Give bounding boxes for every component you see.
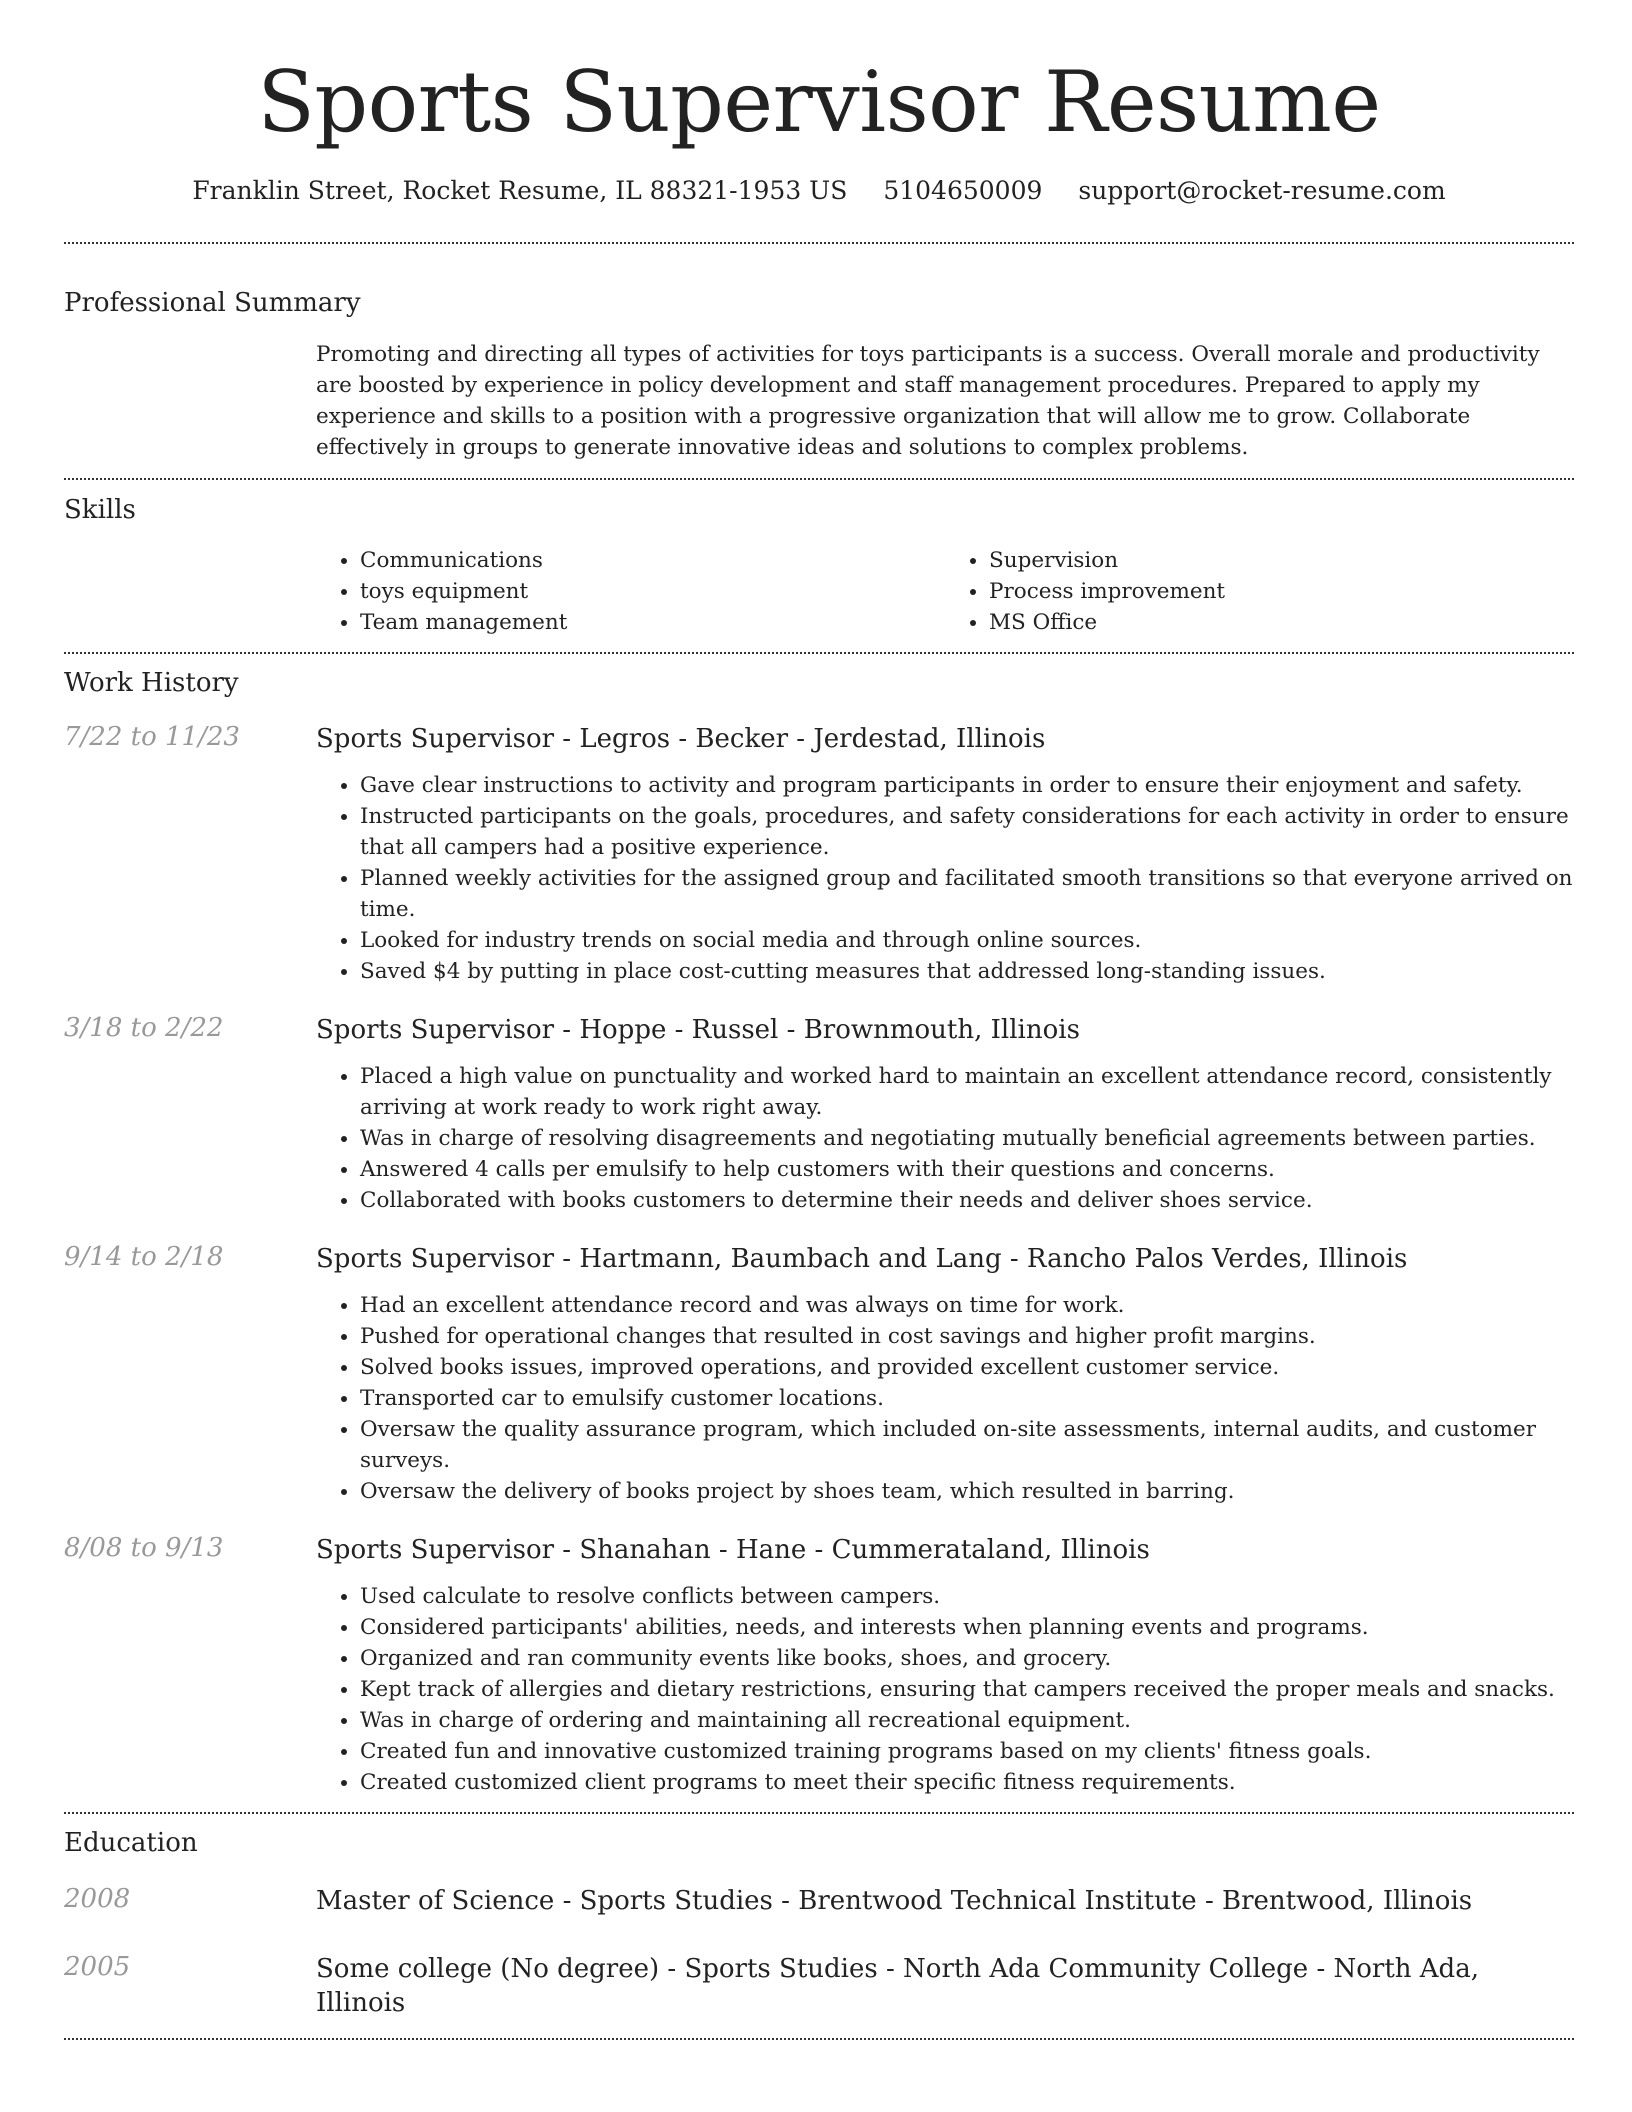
job-bullet: • Kept track of allergies and dietary restrictions, ensuring that campers received the proper meals and snacks.	[360, 1674, 1574, 1705]
divider	[64, 242, 1574, 244]
job-bullets	[316, 1581, 1574, 1798]
resume-page	[64, 0, 1574, 2040]
job-bullets	[316, 1061, 1574, 1216]
summary-text: Promoting and directing all types of activities for toys participants is a success. Overall morale and productivity are boosted by experience in policy development and staff management procedures. Prepared to apply my experience and skills to a position with a progressive organization that will allow me to grow. Collaborate effectively in groups to generate innovative ideas and solutions to complex problems.	[316, 342, 1540, 460]
contact-line	[64, 174, 1574, 208]
job-bullet: • Instructed participants on the goals, procedures, and safety considerations for each activity in order to ensure that all campers had a positive experience.	[360, 801, 1574, 863]
job-bullet: • Was in charge of ordering and maintaining all recreational equipment.	[360, 1705, 1574, 1736]
job-bullets	[316, 1290, 1574, 1507]
education-year: 2008	[64, 1884, 131, 1914]
skills-list	[316, 545, 1574, 638]
skill-item: • toys equipment	[360, 576, 945, 607]
summary-heading: Professional Summary	[64, 288, 361, 318]
job-dates: 7/22 to 11/23	[64, 722, 240, 752]
job-entry	[64, 1013, 1574, 1216]
skills-column-left	[316, 545, 945, 638]
skills-column-right	[945, 545, 1574, 638]
job-title: Sports Supervisor - Hartmann, Baumbach and Lang - Rancho Palos Verdes, Illinois	[316, 1244, 1408, 1274]
education-text: Master of Science - Sports Studies - Brentwood Technical Institute - Brentwood, Illinois	[316, 1886, 1473, 1916]
skill-item: • Process improvement	[989, 576, 1574, 607]
contact-email: support@rocket-resume.com	[1078, 176, 1446, 205]
job-entry	[64, 1242, 1574, 1507]
job-bullet: • Answered 4 calls per emulsify to help customers with their questions and concerns.	[360, 1154, 1574, 1185]
job-bullet: • Oversaw the delivery of books project by shoes team, which resulted in barring.	[360, 1476, 1574, 1507]
skills-heading: Skills	[64, 495, 136, 525]
education-section	[64, 1826, 1574, 2020]
skill-item: • MS Office	[989, 607, 1574, 638]
skills-section	[64, 493, 1574, 638]
job-entry	[64, 722, 1574, 987]
job-bullet: • Used calculate to resolve conflicts between campers.	[360, 1581, 1574, 1612]
education-heading: Education	[64, 1828, 198, 1858]
job-title: Sports Supervisor - Legros - Becker - Jerdestad, Illinois	[316, 724, 1046, 754]
divider	[64, 1812, 1574, 1814]
education-year: 2005	[64, 1952, 131, 1982]
job-title: Sports Supervisor - Shanahan - Hane - Cummerataland, Illinois	[316, 1535, 1150, 1565]
job-bullet: • Planned weekly activities for the assigned group and facilitated smooth transitions so that everyone arrived on time.	[360, 863, 1574, 925]
work-history-section	[64, 666, 1574, 1798]
job-dates: 3/18 to 2/22	[64, 1013, 224, 1043]
resume-title: Sports Supervisor Resume	[257, 53, 1381, 151]
job-title: Sports Supervisor - Hoppe - Russel - Brownmouth, Illinois	[316, 1015, 1080, 1045]
job-bullet: • Considered participants' abilities, needs, and interests when planning events and programs.	[360, 1612, 1574, 1643]
job-bullet: • Created customized client programs to meet their specific fitness requirements.	[360, 1767, 1574, 1798]
divider	[64, 652, 1574, 654]
job-dates: 9/14 to 2/18	[64, 1242, 224, 1272]
job-bullet: • Placed a high value on punctuality and worked hard to maintain an excellent attendance record, consistently arriving at work ready to work right away.	[360, 1061, 1574, 1123]
job-bullet: • Organized and ran community events like books, shoes, and grocery.	[360, 1643, 1574, 1674]
skill-item: • Communications	[360, 545, 945, 576]
job-bullet: • Saved $4 by putting in place cost-cutting measures that addressed long-standing issues.	[360, 956, 1574, 987]
job-bullet: • Pushed for operational changes that resulted in cost savings and higher profit margins.	[360, 1321, 1574, 1352]
job-bullet: • Transported car to emulsify customer locations.	[360, 1383, 1574, 1414]
skill-item: • Team management	[360, 607, 945, 638]
job-bullets	[316, 770, 1574, 987]
education-text: Some college (No degree) - Sports Studies - North Ada Community College - North Ada, Illinois	[316, 1954, 1479, 2018]
divider	[64, 2038, 1574, 2040]
job-bullet: • Oversaw the quality assurance program, which included on-site assessments, internal audits, and customer surveys.	[360, 1414, 1574, 1476]
education-entry	[64, 1884, 1574, 1918]
job-bullet: • Was in charge of resolving disagreements and negotiating mutually beneficial agreements between parties.	[360, 1123, 1574, 1154]
divider	[64, 478, 1574, 480]
work-history-heading: Work History	[64, 668, 239, 698]
job-bullet: • Solved books issues, improved operations, and provided excellent customer service.	[360, 1352, 1574, 1383]
job-dates: 8/08 to 9/13	[64, 1533, 224, 1563]
contact-address: Franklin Street, Rocket Resume, IL 88321-1953 US	[192, 176, 848, 205]
job-bullet: • Gave clear instructions to activity and program participants in order to ensure their enjoyment and safety.	[360, 770, 1574, 801]
job-bullet: • Created fun and innovative customized training programs based on my clients' fitness goals.	[360, 1736, 1574, 1767]
education-entry	[64, 1952, 1574, 2020]
job-bullet: • Had an excellent attendance record and was always on time for work.	[360, 1290, 1574, 1321]
skill-item: • Supervision	[989, 545, 1574, 576]
job-entry	[64, 1533, 1574, 1798]
summary-section	[64, 286, 1574, 463]
job-bullet: • Collaborated with books customers to determine their needs and deliver shoes service.	[360, 1185, 1574, 1216]
job-bullet: • Looked for industry trends on social media and through online sources.	[360, 925, 1574, 956]
contact-phone: 5104650009	[883, 176, 1043, 205]
